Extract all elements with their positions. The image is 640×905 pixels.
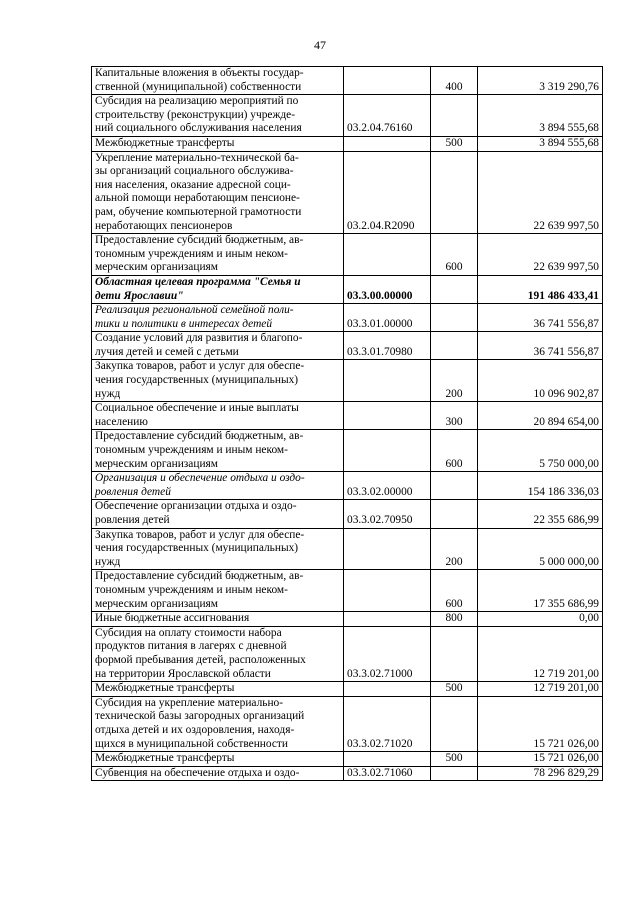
table-row bbox=[92, 136, 603, 151]
table-row bbox=[92, 752, 603, 767]
row-type-cell bbox=[431, 275, 478, 303]
table-row bbox=[92, 766, 603, 781]
row-type-cell bbox=[431, 472, 478, 500]
row-code-cell: 03.3.02.71020 bbox=[344, 696, 431, 751]
table-row bbox=[92, 95, 603, 137]
row-sum-cell: 36 741 556,87 bbox=[478, 332, 603, 360]
row-sum-cell: 22 639 997,50 bbox=[478, 234, 603, 276]
row-code-cell: 03.2.04.R2090 bbox=[344, 151, 431, 234]
row-type-cell bbox=[431, 500, 478, 528]
row-sum-cell: 3 319 290,76 bbox=[478, 67, 603, 95]
row-code-cell: 03.3.01.00000 bbox=[344, 304, 431, 332]
row-type-cell: 200 bbox=[431, 528, 478, 570]
row-sum-cell: 10 096 902,87 bbox=[478, 360, 603, 402]
table-row bbox=[92, 682, 603, 697]
row-name-cell: Предоставление субсидий бюджетным, ав- тономным учреждениям и иным неком- мерческим организациям bbox=[92, 570, 344, 612]
row-code-cell bbox=[344, 612, 431, 627]
table-row bbox=[92, 402, 603, 430]
row-sum-cell: 15 721 026,00 bbox=[478, 752, 603, 767]
row-type-cell: 500 bbox=[431, 136, 478, 151]
row-name-cell: Предоставление субсидий бюджетным, ав- тономным учреждениям и иным неком- мерческим организациям bbox=[92, 430, 344, 472]
row-sum-cell: 5 750 000,00 bbox=[478, 430, 603, 472]
row-code-cell bbox=[344, 402, 431, 430]
row-type-cell bbox=[431, 766, 478, 781]
row-type-cell bbox=[431, 95, 478, 137]
row-code-cell: 03.3.00.00000 bbox=[344, 275, 431, 303]
row-sum-cell: 36 741 556,87 bbox=[478, 304, 603, 332]
row-name-cell: Социальное обеспечение и иные выплаты населению bbox=[92, 402, 344, 430]
row-type-cell: 400 bbox=[431, 67, 478, 95]
row-sum-cell: 5 000 000,00 bbox=[478, 528, 603, 570]
row-code-cell bbox=[344, 570, 431, 612]
table-row bbox=[92, 696, 603, 751]
table-row bbox=[92, 234, 603, 276]
row-sum-cell: 3 894 555,68 bbox=[478, 95, 603, 137]
table-row bbox=[92, 626, 603, 681]
row-type-cell: 500 bbox=[431, 682, 478, 697]
row-name-cell: Межбюджетные трансферты bbox=[92, 136, 344, 151]
row-code-cell bbox=[344, 752, 431, 767]
row-type-cell bbox=[431, 304, 478, 332]
row-name-cell: Создание условий для развития и благопо- лучия детей и семей с детьми bbox=[92, 332, 344, 360]
row-name-cell: Предоставление субсидий бюджетным, ав- тономным учреждениям и иным неком- мерческим организациям bbox=[92, 234, 344, 276]
row-name-cell: Закупка товаров, работ и услуг для обеспе- чения государственных (муниципальных) нужд bbox=[92, 360, 344, 402]
row-sum-cell: 154 186 336,03 bbox=[478, 472, 603, 500]
row-code-cell bbox=[344, 67, 431, 95]
row-sum-cell: 15 721 026,00 bbox=[478, 696, 603, 751]
row-code-cell: 03.3.02.00000 bbox=[344, 472, 431, 500]
row-sum-cell: 22 639 997,50 bbox=[478, 151, 603, 234]
table-row bbox=[92, 360, 603, 402]
row-type-cell: 800 bbox=[431, 612, 478, 627]
table-row bbox=[92, 304, 603, 332]
row-code-cell bbox=[344, 682, 431, 697]
row-code-cell bbox=[344, 430, 431, 472]
row-type-cell: 300 bbox=[431, 402, 478, 430]
row-sum-cell: 12 719 201,00 bbox=[478, 682, 603, 697]
row-type-cell: 600 bbox=[431, 430, 478, 472]
table-row bbox=[92, 612, 603, 627]
row-sum-cell: 3 894 555,68 bbox=[478, 136, 603, 151]
table-row bbox=[92, 570, 603, 612]
row-code-cell: 03.3.02.71060 bbox=[344, 766, 431, 781]
row-code-cell: 03.3.02.70950 bbox=[344, 500, 431, 528]
row-code-cell bbox=[344, 528, 431, 570]
row-code-cell: 03.2.04.76160 bbox=[344, 95, 431, 137]
row-type-cell: 600 bbox=[431, 570, 478, 612]
row-name-cell: Иные бюджетные ассигнования bbox=[92, 612, 344, 627]
row-code-cell: 03.3.02.71000 bbox=[344, 626, 431, 681]
row-sum-cell: 12 719 201,00 bbox=[478, 626, 603, 681]
row-name-cell: Субсидия на оплату стоимости набора продуктов питания в лагерях с дневной формой пребывания детей, расположенных на территории Ярославской области bbox=[92, 626, 344, 681]
row-name-cell: Укрепление материально-технической ба- зы организаций социального обслужива- ния населения, оказание адресной соци- альной помощи неработающим пенсионе- рам, обучение компьютерной грамотности неработающих пенсионеров bbox=[92, 151, 344, 234]
row-name-cell: Обеспечение организации отдыха и оздо- ровления детей bbox=[92, 500, 344, 528]
row-type-cell bbox=[431, 696, 478, 751]
row-code-cell: 03.3.01.70980 bbox=[344, 332, 431, 360]
row-type-cell bbox=[431, 626, 478, 681]
table-row bbox=[92, 500, 603, 528]
table-row bbox=[92, 151, 603, 234]
table-row bbox=[92, 275, 603, 303]
budget-table-body bbox=[92, 67, 603, 781]
row-name-cell: Организация и обеспечение отдыха и оздо- ровления детей bbox=[92, 472, 344, 500]
row-name-cell: Субсидия на реализацию мероприятий по строительству (реконструкции) учрежде- ний социального обслуживания населения bbox=[92, 95, 344, 137]
row-code-cell bbox=[344, 136, 431, 151]
row-type-cell bbox=[431, 151, 478, 234]
row-type-cell bbox=[431, 332, 478, 360]
row-sum-cell: 20 894 654,00 bbox=[478, 402, 603, 430]
row-code-cell bbox=[344, 360, 431, 402]
table-row bbox=[92, 332, 603, 360]
row-sum-cell: 17 355 686,99 bbox=[478, 570, 603, 612]
row-name-cell: Реализация региональной семейной поли- тики и политики в интересах детей bbox=[92, 304, 344, 332]
row-name-cell: Субвенция на обеспечение отдыха и оздо- bbox=[92, 766, 344, 781]
row-sum-cell: 0,00 bbox=[478, 612, 603, 627]
table-row bbox=[92, 67, 603, 95]
row-type-cell: 200 bbox=[431, 360, 478, 402]
row-type-cell: 600 bbox=[431, 234, 478, 276]
page-number: 47 bbox=[314, 38, 326, 52]
row-name-cell: Субсидия на укрепление материально- технической базы загородных организаций отдыха детей и их оздоровления, находя- щихся в муниципальной собственности bbox=[92, 696, 344, 751]
row-name-cell: Межбюджетные трансферты bbox=[92, 752, 344, 767]
row-sum-cell: 22 355 686,99 bbox=[478, 500, 603, 528]
row-name-cell: Капитальные вложения в объекты государ- ственной (муниципальной) собственности bbox=[92, 67, 344, 95]
row-sum-cell: 191 486 433,41 bbox=[478, 275, 603, 303]
row-name-cell: Межбюджетные трансферты bbox=[92, 682, 344, 697]
table-row bbox=[92, 430, 603, 472]
row-sum-cell: 78 296 829,29 bbox=[478, 766, 603, 781]
row-name-cell: Закупка товаров, работ и услуг для обеспе- чения государственных (муниципальных) нужд bbox=[92, 528, 344, 570]
row-type-cell: 500 bbox=[431, 752, 478, 767]
table-row bbox=[92, 528, 603, 570]
table-row bbox=[92, 472, 603, 500]
budget-table bbox=[91, 66, 603, 781]
row-code-cell bbox=[344, 234, 431, 276]
row-name-cell: Областная целевая программа "Семья и дети Ярославии" bbox=[92, 275, 344, 303]
